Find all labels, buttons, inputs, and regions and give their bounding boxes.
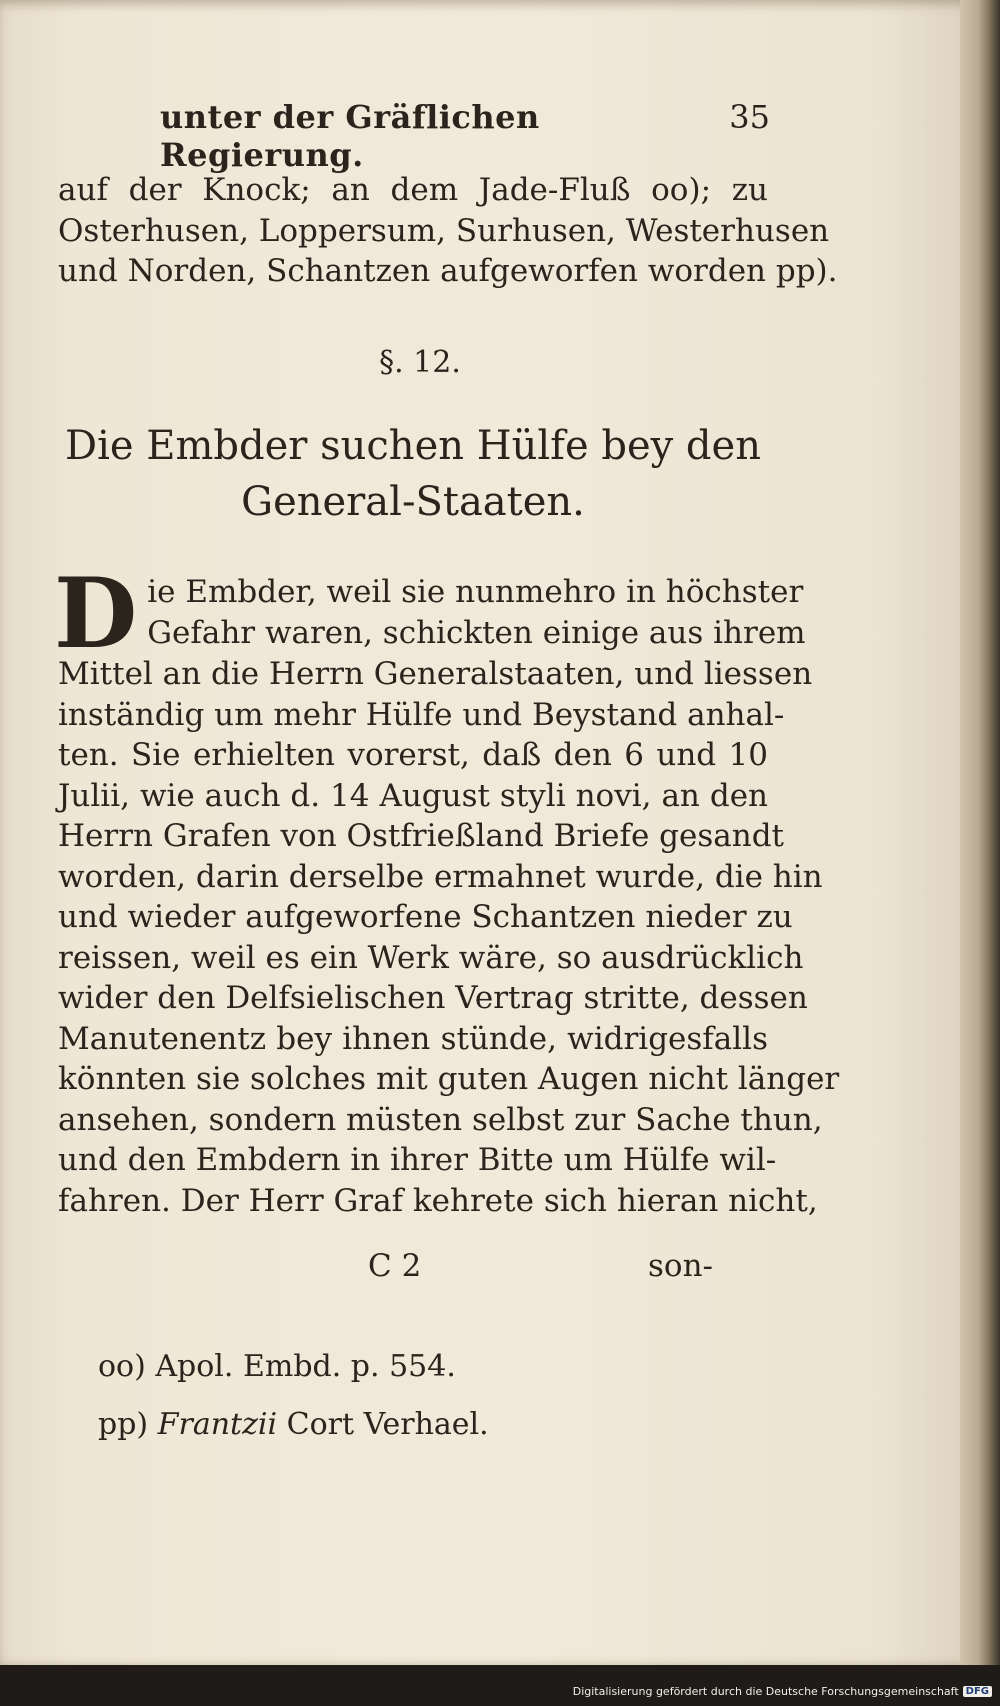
text-line: reissen, weil es ein Werk wäre, so ausdrücklich bbox=[58, 939, 804, 976]
footnote-text: Cort Verhael. bbox=[286, 1407, 489, 1442]
text-line: Osterhusen, Loppersum, Surhusen, Westerhusen bbox=[58, 212, 830, 249]
credit-text: Digitalisierung gefördert durch die Deutsche Forschungsgemeinschaft bbox=[572, 1685, 959, 1698]
text-line: wider den Delfsielischen Vertrag stritte, dessen bbox=[58, 980, 808, 1016]
footnote bbox=[98, 1396, 489, 1454]
text-line: und wieder aufgeworfene Schantzen nieder zu bbox=[58, 899, 793, 935]
text-line: Gefahr waren, schickten einige aus ihrem bbox=[147, 614, 806, 651]
text-line: Mittel an die Herrn Generalstaaten, und liessen bbox=[58, 656, 813, 692]
section-number: §. 12. bbox=[379, 345, 461, 380]
drop-cap: D bbox=[54, 557, 138, 670]
footnote-text: Apol. Embd. p. 554. bbox=[155, 1349, 456, 1384]
text-line: Julii, wie auch d. 14 August styli novi, an den bbox=[58, 777, 768, 814]
footnote-mark: pp) bbox=[98, 1407, 149, 1442]
text-line: könnten sie solches mit guten Augen nicht länger bbox=[58, 1061, 840, 1097]
body-paragraph bbox=[54, 557, 840, 1221]
text-line: auf der Knock; an dem Jade-Fluß oo); zu bbox=[58, 172, 768, 208]
text-line: ten. Sie erhielten vorerst, daß den 6 und 10 bbox=[58, 737, 768, 773]
text-line: Herrn Grafen von Ostfrießland Briefe gesandt bbox=[58, 818, 785, 854]
signature-mark: C 2 bbox=[368, 1248, 422, 1284]
page-edge bbox=[960, 0, 1000, 1690]
running-title: unter der Gräflichen Regierung. bbox=[160, 98, 540, 174]
text-line: worden, darin derselbe ermahnet wurde, die hin bbox=[58, 858, 823, 895]
catchword: son- bbox=[648, 1248, 714, 1284]
page-number: 35 bbox=[729, 98, 770, 136]
text-line: ansehen, sondern müsten selbst zur Sache thun, bbox=[58, 1101, 823, 1138]
text-line: Manutenentz bey ihnen stünde, widrigesfalls bbox=[58, 1020, 768, 1057]
section-heading bbox=[58, 418, 768, 530]
digitization-credit bbox=[573, 1685, 992, 1698]
footnote bbox=[98, 1338, 489, 1396]
text-line: fahren. Der Herr Graf kehrete sich hieran nicht, bbox=[58, 1182, 818, 1219]
running-head bbox=[160, 98, 770, 174]
text-line: und den Embdern in ihrer Bitte um Hülfe wil- bbox=[58, 1142, 777, 1178]
text-line: und Norden, Schantzen aufgeworfen worden pp). bbox=[58, 253, 838, 289]
text-line: inständig um mehr Hülfe und Beystand anhal- bbox=[58, 696, 785, 733]
footnote-author: Frantzii bbox=[157, 1407, 278, 1442]
footnote-mark: oo) bbox=[98, 1349, 146, 1384]
text-line: ie Embder, weil sie nunmehro in höchster bbox=[147, 574, 804, 610]
intro-paragraph bbox=[58, 170, 838, 292]
heading-line: Die Embder suchen Hülfe bey den bbox=[65, 423, 761, 469]
dfg-logo: DFG bbox=[963, 1686, 992, 1697]
heading-line: General-Staaten. bbox=[241, 479, 585, 525]
footnotes bbox=[98, 1338, 489, 1454]
